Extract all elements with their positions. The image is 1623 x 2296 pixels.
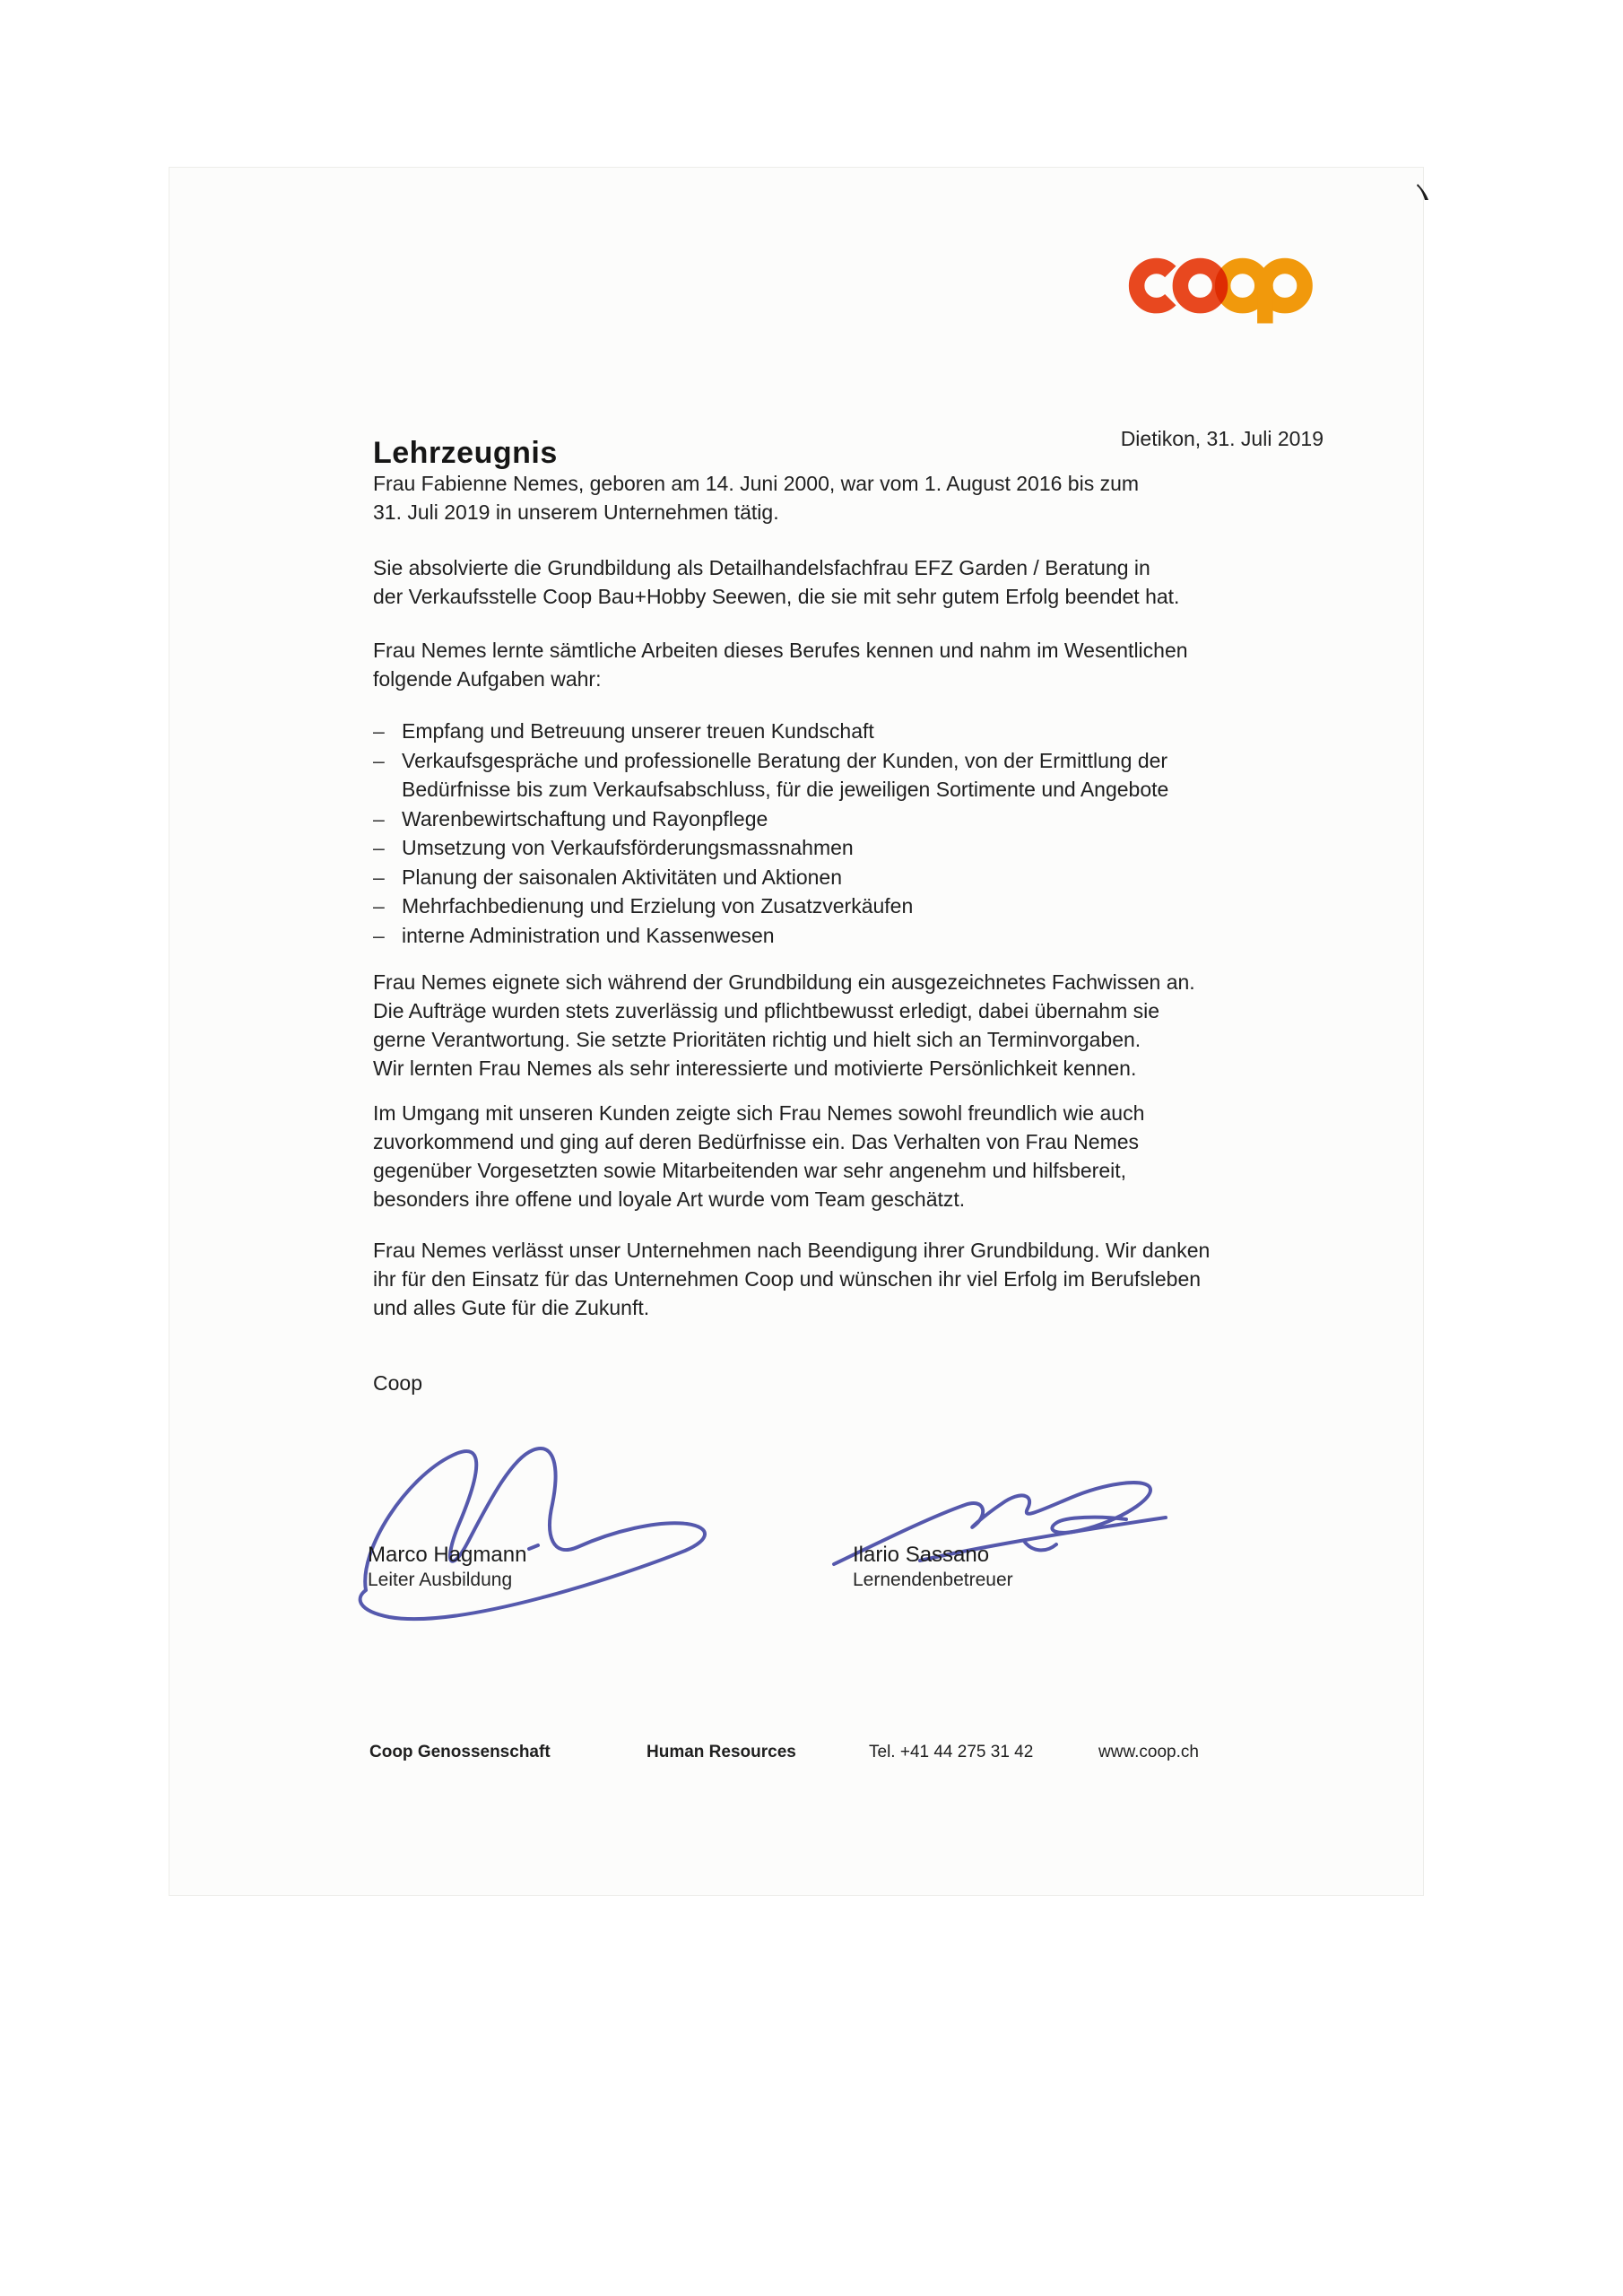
text-line: Empfang und Betreuung unserer treuen Kundschaft <box>402 719 874 743</box>
task-item <box>373 717 1168 746</box>
text-line: besonders ihre offene und loyale Art wurde vom Team geschätzt. <box>373 1187 966 1211</box>
document-title: Lehrzeugnis <box>373 435 558 470</box>
text-line: gerne Verantwortung. Sie setzte Prioritäten richtig und hielt sich an Terminvorgaben. <box>373 1028 1141 1051</box>
paragraph-training <box>373 553 1179 611</box>
text-line: und alles Gute für die Zukunft. <box>373 1296 650 1319</box>
task-item <box>373 921 1168 951</box>
task-list <box>373 717 1168 950</box>
text-line: Frau Nemes eignete sich während der Grundbildung ein ausgezeichnetes Fachwissen an. <box>373 970 1195 994</box>
text-line: interne Administration und Kassenwesen <box>402 923 775 947</box>
coop-logo-red-letters <box>1137 265 1220 305</box>
text-line: der Verkaufsstelle Coop Bau+Hobby Seewen, die sie mit sehr gutem Erfolg beendet hat. <box>373 585 1180 608</box>
text-line: 31. Juli 2019 in unserem Unternehmen tätig. <box>373 500 779 524</box>
company-signoff: Coop <box>373 1371 422 1395</box>
paragraph-tasks-lead <box>373 636 1188 693</box>
footer-website: www.coop.ch <box>1098 1743 1199 1761</box>
task-item <box>373 746 1168 804</box>
signature-marco-hagmann <box>353 1441 723 1631</box>
text-line: Umsetzung von Verkaufsförderungsmassnahmen <box>402 836 854 859</box>
paragraph-intro <box>373 469 1139 526</box>
dash-bullet: – <box>373 719 385 743</box>
text-line: Wir lernten Frau Nemes als sehr interessierte und motivierte Persönlichkeit kennen. <box>373 1057 1137 1080</box>
text-line: Planung der saisonalen Aktivitäten und Aktionen <box>402 865 843 889</box>
text-line: folgende Aufgaben wahr: <box>373 667 602 691</box>
footer-department: Human Resources <box>647 1743 796 1761</box>
text-line: Verkaufsgespräche und professionelle Beratung der Kunden, von der Ermittlung der <box>402 748 1168 772</box>
footer-company: Coop Genossenschaft <box>369 1743 551 1761</box>
text-line: Frau Nemes lernte sämtliche Arbeiten dieses Berufes kennen und nahm im Wesentlichen <box>373 639 1188 662</box>
dash-bullet: – <box>373 923 385 947</box>
signer-right <box>853 1543 1013 1592</box>
coop-logo <box>1127 253 1333 325</box>
paragraph-performance <box>373 968 1195 1083</box>
pen-tick-mark <box>1416 182 1434 202</box>
text-line: Bedürfnisse bis zum Verkaufsabschluss, für die jeweiligen Sortimente und Angebote <box>402 778 1169 801</box>
signer-role: Lernendenbetreuer <box>853 1570 1013 1590</box>
text-line: Im Umgang mit unseren Kunden zeigte sich Frau Nemes sowohl freundlich wie auch <box>373 1101 1145 1125</box>
paragraph-closing <box>373 1236 1210 1322</box>
text-line: Mehrfachbedienung und Erzielung von Zusatzverkäufen <box>402 894 914 918</box>
task-item <box>373 863 1168 892</box>
signer-left <box>368 1543 526 1592</box>
text-line: ihr für den Einsatz für das Unternehmen Coop und wünschen ihr viel Erfolg im Berufsleben <box>373 1267 1202 1291</box>
paragraph-conduct <box>373 1099 1144 1213</box>
signer-role: Leiter Ausbildung <box>368 1570 513 1590</box>
task-item <box>373 804 1168 834</box>
text-line: Sie absolvierte die Grundbildung als Detailhandelsfachfrau EFZ Garden / Beratung in <box>373 556 1150 579</box>
letter-page <box>169 167 1424 1896</box>
place-date: Dietikon, 31. Juli 2019 <box>1120 427 1324 450</box>
text-line: Frau Nemes verlässt unser Unternehmen nach Beendigung ihrer Grundbildung. Wir danken <box>373 1239 1211 1262</box>
dash-bullet: – <box>373 836 385 859</box>
dash-bullet: – <box>373 748 385 772</box>
task-item <box>373 891 1168 921</box>
signer-name: Marco Hagmann <box>368 1543 527 1567</box>
dash-bullet: – <box>373 865 385 889</box>
dash-bullet: – <box>373 894 385 918</box>
text-line: Die Aufträge wurden stets zuverlässig und pflichtbewusst erledigt, dabei übernahm sie <box>373 999 1160 1022</box>
signer-name: Ilario Sassano <box>853 1543 990 1567</box>
text-line: zuvorkommend und ging auf deren Bedürfnisse ein. Das Verhalten von Frau Nemes <box>373 1130 1140 1153</box>
footer-phone: Tel. +41 44 275 31 42 <box>869 1743 1034 1761</box>
task-item <box>373 833 1168 863</box>
text-line: gegenüber Vorgesetzten sowie Mitarbeitenden war sehr angenehm und hilfsbereit, <box>373 1159 1127 1182</box>
dash-bullet: – <box>373 806 385 831</box>
text-line: Warenbewirtschaftung und Rayonpflege <box>402 806 768 831</box>
coop-logo-orange-letters <box>1223 265 1305 323</box>
text-line: Frau Fabienne Nemes, geboren am 14. Juni 2000, war vom 1. August 2016 bis zum <box>373 472 1140 495</box>
